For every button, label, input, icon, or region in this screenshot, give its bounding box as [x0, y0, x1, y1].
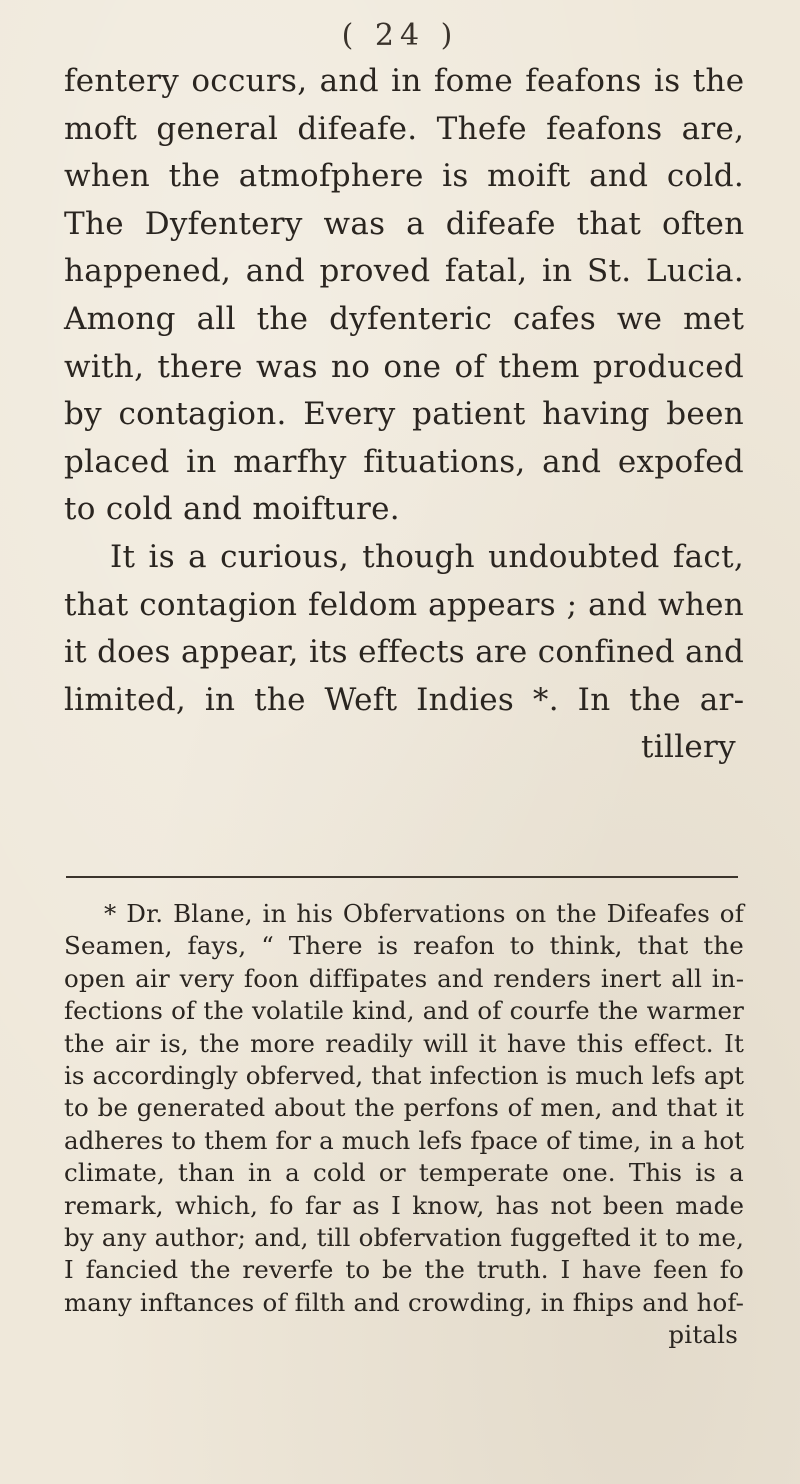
footnote-line: to be generated about the perfons of men, and that it [64, 1093, 744, 1123]
text-line: fentery occurs, and in fome feafons is the [64, 63, 745, 99]
text-line: by contagion. Every patient having been [64, 396, 744, 433]
footnote-line: I fancied the reverfe to be the truth. I have feen fo [64, 1255, 744, 1285]
footnote-line: * Dr. Blane, in his Obfervations on the Difeafes of [104, 899, 744, 928]
text-line: placed in marfhy fituations, and expofed [64, 443, 744, 480]
main-text [64, 58, 744, 772]
text-line: when the atmofphere is moift and cold. [64, 158, 744, 195]
footnote-line: by any author; and, till obfervation fuggefted it to me, [64, 1223, 744, 1253]
footnote [64, 898, 744, 1352]
text-line: with, there was no one of them produced [64, 348, 744, 385]
footnote-line: Seamen, fays, “ There is reafon to think, that the [64, 931, 745, 961]
footnote-line: is accordingly obferved, that infection is much lefs apt [64, 1061, 744, 1091]
footnote-line: many inftances of filth and crowding, in fhips and hof- [64, 1287, 744, 1317]
text-line: It is a curious, though undoubted fact, [110, 538, 744, 575]
page-number: ( 24 ) [341, 18, 459, 53]
footnote-line: remark, which, fo far as I know, has not been made [64, 1190, 745, 1220]
text-line: happened, and proved fatal, in St. Lucia. [64, 253, 744, 290]
footnote-catchword: pitals [668, 1320, 738, 1350]
text-line: it does appear, its effects are confined and [64, 634, 744, 671]
footnote-divider [66, 876, 738, 878]
footnote-line: the air is, the more readily will it have this effect. It [64, 1028, 744, 1058]
catchword: tillery [641, 729, 736, 766]
footnote-line: fections of the volatile kind, and of courfe the warmer [64, 996, 744, 1026]
text-line: to cold and moifture. [64, 491, 400, 528]
text-line: Among all the dyfenteric cafes we met [64, 300, 745, 337]
text-line: that contagion feldom appears ; and when [64, 586, 744, 623]
footnote-line: climate, than in a cold or temperate one. This is a [64, 1158, 744, 1188]
text-line: limited, in the Weft Indies *. In the ar- [64, 681, 745, 718]
footnote-line: adheres to them for a much lefs fpace of time, in a hot [64, 1125, 744, 1155]
text-line: moft general difeafe. Thefe feafons are, [64, 110, 745, 147]
footnote-line: open air very foon diffipates and renders inert all in- [64, 963, 745, 993]
text-line: The Dyfentery was a difeafe that often [64, 205, 745, 242]
